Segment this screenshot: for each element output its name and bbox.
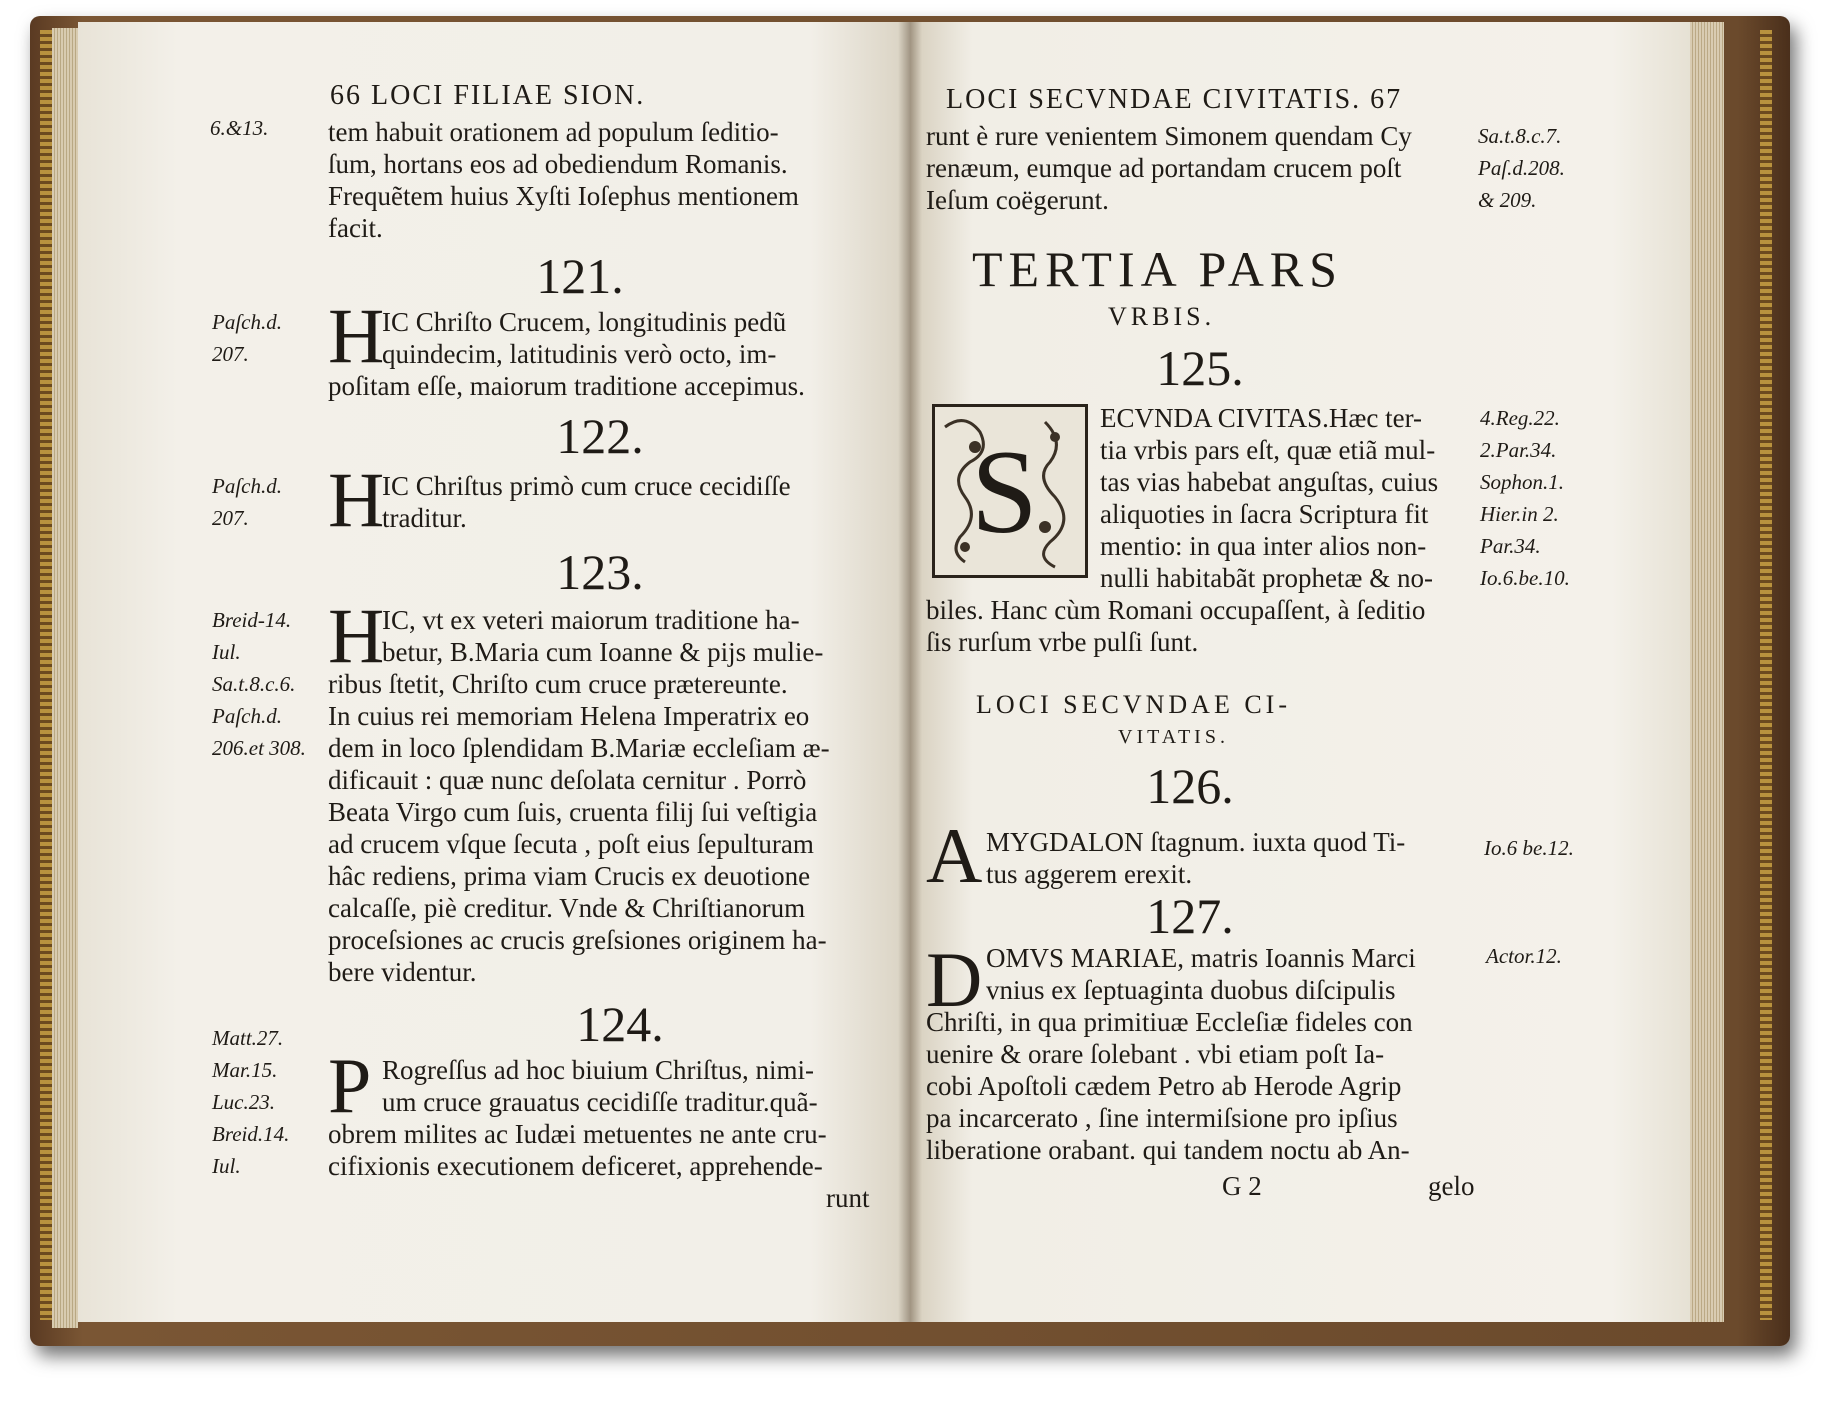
right-binding-edge — [1760, 30, 1772, 1320]
margin-note: Luc.23. — [212, 1090, 275, 1114]
section-number: 122. — [556, 408, 644, 464]
margin-note: Breid.14. — [212, 1122, 290, 1146]
body-line: um cruce grauatus cecidiſſe traditur.quã- — [382, 1087, 818, 1117]
section-number: 121. — [536, 248, 624, 304]
drop-cap: H — [328, 292, 385, 379]
left-binding-edge — [40, 30, 52, 1320]
body-line: tem habuit orationem ad populum ſeditio- — [328, 117, 779, 147]
section-number: 126. — [1146, 758, 1234, 814]
part-subheading: VRBIS. — [1108, 302, 1216, 331]
body-line: hâc rediens, prima viam Crucis ex deuotione — [328, 861, 811, 891]
body-line: traditur. — [382, 503, 467, 533]
body-line: dem in loco ſplendidam B.Mariæ eccleſiam æ- — [328, 733, 830, 763]
margin-note: Par.34. — [1480, 534, 1541, 558]
catchword: runt — [826, 1183, 870, 1213]
body-line: ribus ſtetit, Chriſto cum cruce prætereunte. — [328, 669, 788, 699]
signature-mark: G 2 — [1222, 1171, 1262, 1201]
body-line: vnius ex ſeptuaginta duobus diſcipulis — [986, 975, 1396, 1005]
body-line: ad crucem vſque ſecuta , poſt eius ſepulturam — [328, 829, 814, 859]
body-line: biles. Hanc cùm Romani occupaſſent, à ſeditio — [926, 595, 1426, 625]
body-line: facit. — [328, 213, 383, 243]
margin-note: Mar.15. — [212, 1058, 278, 1082]
margin-note: Iul. — [212, 640, 241, 664]
margin-note: 4.Reg.22. — [1480, 406, 1560, 430]
body-line: ſum, hortans eos ad obediendum Romanis. — [328, 149, 788, 179]
margin-note: Paſch.d. — [212, 704, 282, 728]
gutter-shadow — [898, 22, 922, 1322]
body-line: tia vrbis pars eſt, quæ etiã mul- — [1100, 435, 1436, 465]
margin-note: Sophon.1. — [1480, 470, 1564, 494]
body-line: IC Chriſtus primò cum cruce cecidiſſe — [382, 471, 791, 501]
body-line: Ieſum coëgerunt. — [926, 185, 1109, 215]
body-line: Frequẽtem huius Xyſti Ioſephus mentionem — [328, 181, 799, 211]
body-line: liberatione orabant. qui tandem noctu ab An- — [926, 1135, 1410, 1165]
body-line: betur, B.Maria cum Ioanne & pijs mulie- — [382, 637, 824, 667]
body-line: nulli habitabãt prophetæ & no- — [1100, 563, 1433, 593]
margin-note: Hier.in 2. — [1480, 502, 1559, 526]
body-line: uenire & orare ſolebant . vbi etiam poſt Ia- — [926, 1039, 1385, 1069]
margin-note: 207. — [212, 342, 249, 366]
margin-note: Matt.27. — [212, 1026, 284, 1050]
body-line: mentio: in qua inter alios non- — [1100, 531, 1427, 561]
right-page-edges — [1690, 22, 1724, 1322]
body-line: renæum, eumque ad portandam crucem poſt — [926, 153, 1402, 183]
margin-note: 2.Par.34. — [1480, 438, 1557, 462]
body-line: pa incarcerato , ſine intermiſsione pro ipſius — [926, 1103, 1398, 1133]
right-running-head: LOCI SECVNDAE CIVITATIS. 67 — [946, 84, 1403, 115]
section-number: 127. — [1146, 888, 1234, 944]
section-heading-cont: VITATIS. — [1118, 726, 1229, 748]
section-number: 125. — [1156, 340, 1244, 396]
body-line: ſis rurſum vrbe pulſi ſunt. — [926, 627, 1199, 657]
body-line: Beata Virgo cum ſuis, cruenta filij ſui veſtigia — [328, 797, 818, 827]
section-number: 124. — [576, 996, 664, 1052]
body-line: IC, vt ex veteri maiorum traditione ha- — [382, 605, 800, 635]
drop-cap: A — [926, 812, 983, 899]
drop-cap: S — [971, 425, 1038, 558]
drop-cap: H — [328, 592, 385, 679]
margin-note: Paſ.d.208. — [1478, 156, 1565, 180]
body-line: poſitam eſſe, maiorum traditione accepimus. — [328, 371, 805, 401]
margin-note: Paſch.d. — [212, 310, 282, 334]
body-line: MYGDALON ſtagnum. iuxta quod Ti- — [986, 827, 1406, 857]
body-line: quindecim, latitudinis verò octo, im- — [382, 339, 777, 369]
body-line: calcaſſe, piè creditur. Vnde & Chriſtianorum — [328, 893, 806, 923]
margin-note: 207. — [212, 506, 249, 530]
body-line: In cuius rei memoriam Helena Imperatrix eo — [328, 701, 810, 731]
section-heading: LOCI SECVNDAE CI- — [976, 690, 1291, 719]
body-line: cobi Apoſtoli cædem Petro ab Herode Agrip — [926, 1071, 1402, 1101]
margin-note: Actor.12. — [1486, 944, 1562, 968]
left-running-head: 66 LOCI FILIAE SION. — [330, 80, 646, 111]
margin-note: 6.&13. — [210, 116, 269, 140]
margin-note: 206.et 308. — [212, 736, 306, 760]
body-line: IC Chriſto Crucem, longitudinis pedũ — [382, 307, 787, 337]
section-number: 123. — [556, 544, 644, 600]
catchword: gelo — [1428, 1171, 1475, 1201]
left-page-edges — [52, 28, 78, 1328]
body-line: tus aggerem erexit. — [986, 859, 1193, 889]
body-line: tas vias habebat anguſtas, cuius — [1100, 467, 1439, 497]
body-line: Rogreſſus ad hoc biuium Chriſtus, nimi- — [382, 1055, 814, 1085]
body-line: proceſsiones ac crucis greſsiones originem ha- — [328, 925, 827, 955]
body-line: bere videntur. — [328, 957, 477, 987]
margin-note: Io.6.be.10. — [1480, 566, 1570, 590]
body-line: aliquoties in ſacra Scriptura fit — [1100, 499, 1429, 529]
margin-note: Paſch.d. — [212, 474, 282, 498]
ornamental-initial — [932, 404, 1088, 578]
margin-note: Iul. — [212, 1154, 241, 1178]
body-line: obrem milites ac Iudæi metuentes ne ante cru- — [328, 1119, 827, 1149]
part-heading: TERTIA PARS — [972, 241, 1343, 297]
drop-cap: H — [328, 456, 385, 543]
body-line: runt è rure venientem Simonem quendam Cy — [926, 121, 1412, 151]
margin-note: Sa.t.8.c.7. — [1478, 124, 1562, 148]
margin-note: Io.6 be.12. — [1484, 836, 1574, 860]
margin-note: & 209. — [1478, 188, 1537, 212]
body-line: cifixionis executionem deficeret, apprehende- — [328, 1151, 823, 1181]
drop-cap: P — [328, 1042, 372, 1129]
body-line: Chriſti, in qua primitiuæ Eccleſiæ fideles con — [926, 1007, 1413, 1037]
body-line: dificauit : quæ nunc deſolata cernitur . Porrò — [328, 765, 807, 795]
margin-note: Sa.t.8.c.6. — [212, 672, 296, 696]
body-line: ECVNDA CIVITAS.Hæc ter- — [1100, 403, 1423, 433]
body-line: OMVS MARIAE, matris Ioannis Marci — [986, 943, 1416, 973]
margin-note: Breid-14. — [212, 608, 292, 632]
drop-cap: D — [926, 936, 983, 1023]
